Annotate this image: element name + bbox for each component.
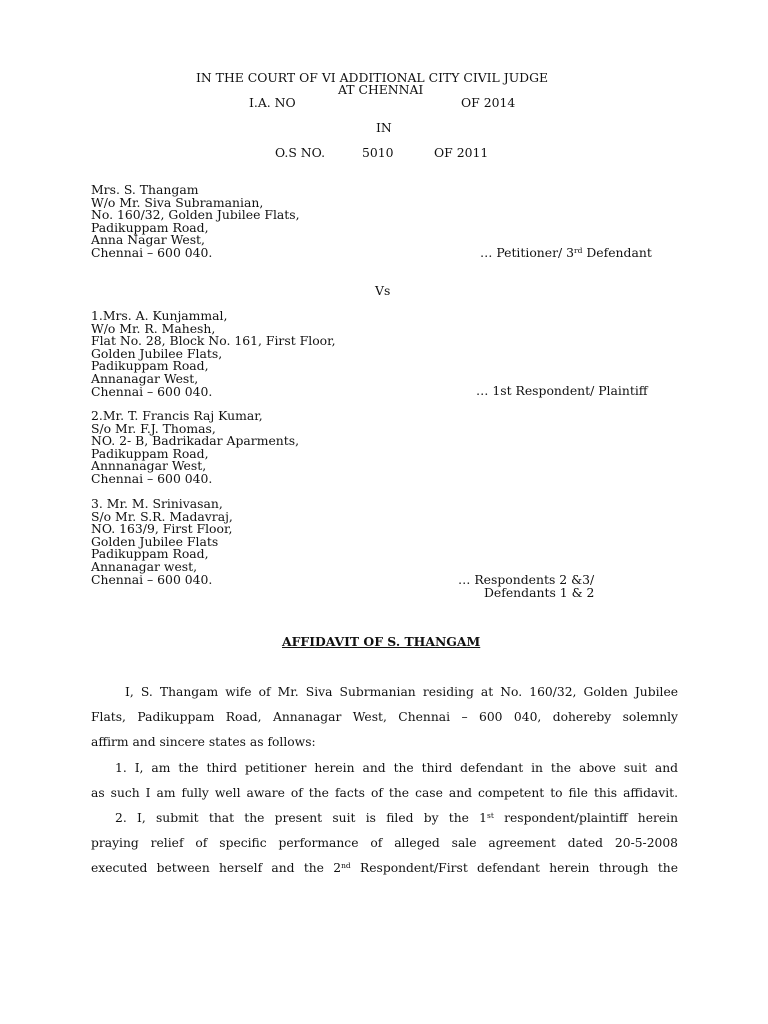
address-line: Chennai – 600 040. bbox=[91, 470, 213, 486]
address-line: Padikuppam Road, bbox=[91, 445, 209, 461]
paragraph-line: affirm and sincere states as follows: bbox=[91, 735, 316, 750]
ordinal-sup: nd bbox=[341, 861, 351, 871]
os-number-label: O.S NO. bbox=[275, 145, 326, 160]
address-line: Chennai – 600 040. bbox=[91, 383, 213, 399]
point-2-text: Respondent/First defendant herein through the bbox=[350, 861, 678, 876]
address-line: NO. 163/9, First Floor, bbox=[91, 521, 233, 537]
address-line: S/o Mr. S.R. Madavraj, bbox=[91, 508, 233, 524]
address-line: Chennai – 600 040. bbox=[91, 571, 213, 587]
address-line: 3. Mr. M. Srinivasan, bbox=[91, 496, 223, 511]
address-line: Padikuppam Road, bbox=[91, 546, 209, 562]
affidavit-point-2 bbox=[91, 806, 678, 882]
petitioner-address bbox=[91, 184, 300, 260]
respondent-1-address bbox=[91, 310, 336, 398]
point-2-text: respondent/plaintiff herein bbox=[493, 811, 679, 825]
address-line: S/o Mr. F.J. Thomas, bbox=[91, 420, 216, 436]
court-place: AT CHENNAI bbox=[338, 82, 424, 97]
paragraph-line bbox=[91, 856, 678, 881]
petitioner-role bbox=[480, 247, 652, 260]
address-line: No. 160/32, Golden Jubilee Flats, bbox=[91, 207, 300, 223]
respondent-2-address bbox=[91, 410, 299, 486]
point-2-text: 2. I, submit that the present suit is filed by the 1 bbox=[115, 811, 488, 825]
petitioner-role-prefix: … Petitioner/ 3 bbox=[480, 245, 575, 260]
address-line: Annanagar West, bbox=[91, 370, 199, 386]
paragraph-line: 1. I, am the third petitioner herein and the third defendant in the above suit and bbox=[115, 761, 678, 775]
respondent-3-address bbox=[91, 498, 233, 586]
paragraph-line: praying relief of specific performance of alleged sale agreement dated 20-5-2008 bbox=[91, 836, 678, 851]
address-line: W/o Mr. R. Mahesh, bbox=[91, 320, 216, 336]
ia-year: OF 2014 bbox=[461, 95, 516, 110]
respondent-3-role: … Respondents 2 &3/ bbox=[458, 572, 595, 587]
address-line: Flat No. 28, Block No. 161, First Floor, bbox=[91, 333, 336, 349]
paragraph-line bbox=[91, 806, 678, 831]
address-line: Golden Jubilee Flats, bbox=[91, 345, 223, 361]
point-2-text: executed between herself and the 2 bbox=[91, 861, 342, 876]
ordinal-sup: st bbox=[487, 811, 494, 820]
ia-number-label: I.A. NO bbox=[249, 95, 296, 110]
address-line: 2.Mr. T. Francis Raj Kumar, bbox=[91, 408, 263, 423]
respondent-3-role-continued: Defendants 1 & 2 bbox=[484, 585, 595, 600]
address-line: Annanagar west, bbox=[91, 558, 198, 574]
petitioner-role-sup: rd bbox=[574, 246, 583, 255]
address-line: Chennai – 600 040. bbox=[91, 244, 213, 260]
respondent-1-role: … 1st Respondent/ Plaintiff bbox=[476, 383, 648, 398]
paragraph-line: as such I am fully well aware of the facts of the case and competent to file this affidavit. bbox=[91, 786, 678, 801]
address-line: Padikuppam Road, bbox=[91, 219, 209, 235]
address-line: NO. 2- B, Badrikadar Aparments, bbox=[91, 433, 300, 449]
versus: Vs bbox=[375, 283, 391, 298]
address-line: 1.Mrs. A. Kunjammal, bbox=[91, 308, 228, 323]
affidavit-intro bbox=[91, 680, 678, 756]
affidavit-title: AFFIDAVIT OF S. THANGAM bbox=[282, 634, 481, 649]
address-line: Padikuppam Road, bbox=[91, 358, 209, 374]
os-number: 5010 bbox=[362, 145, 394, 160]
affidavit-point-1 bbox=[91, 756, 678, 806]
address-line: Mrs. S. Thangam bbox=[91, 182, 199, 197]
os-year: OF 2011 bbox=[434, 145, 489, 160]
paragraph-line: Flats, Padikuppam Road, Annanagar West, Chennai – 600 040, dohereby solemnly bbox=[91, 710, 678, 725]
court-heading: IN THE COURT OF VI ADDITIONAL CITY CIVIL JUDGE bbox=[196, 70, 549, 85]
in-connector: IN bbox=[376, 120, 392, 135]
petitioner-role-suffix: Defendant bbox=[582, 245, 652, 260]
address-line: Anna Nagar West, bbox=[91, 232, 205, 248]
address-line: W/o Mr. Siva Subramanian, bbox=[91, 194, 264, 210]
address-line: Golden Jubilee Flats bbox=[91, 533, 219, 549]
address-line: Annnanagar West, bbox=[91, 458, 207, 474]
paragraph-line: I, S. Thangam wife of Mr. Siva Subrmanian residing at No. 160/32, Golden Jubilee bbox=[125, 685, 678, 699]
